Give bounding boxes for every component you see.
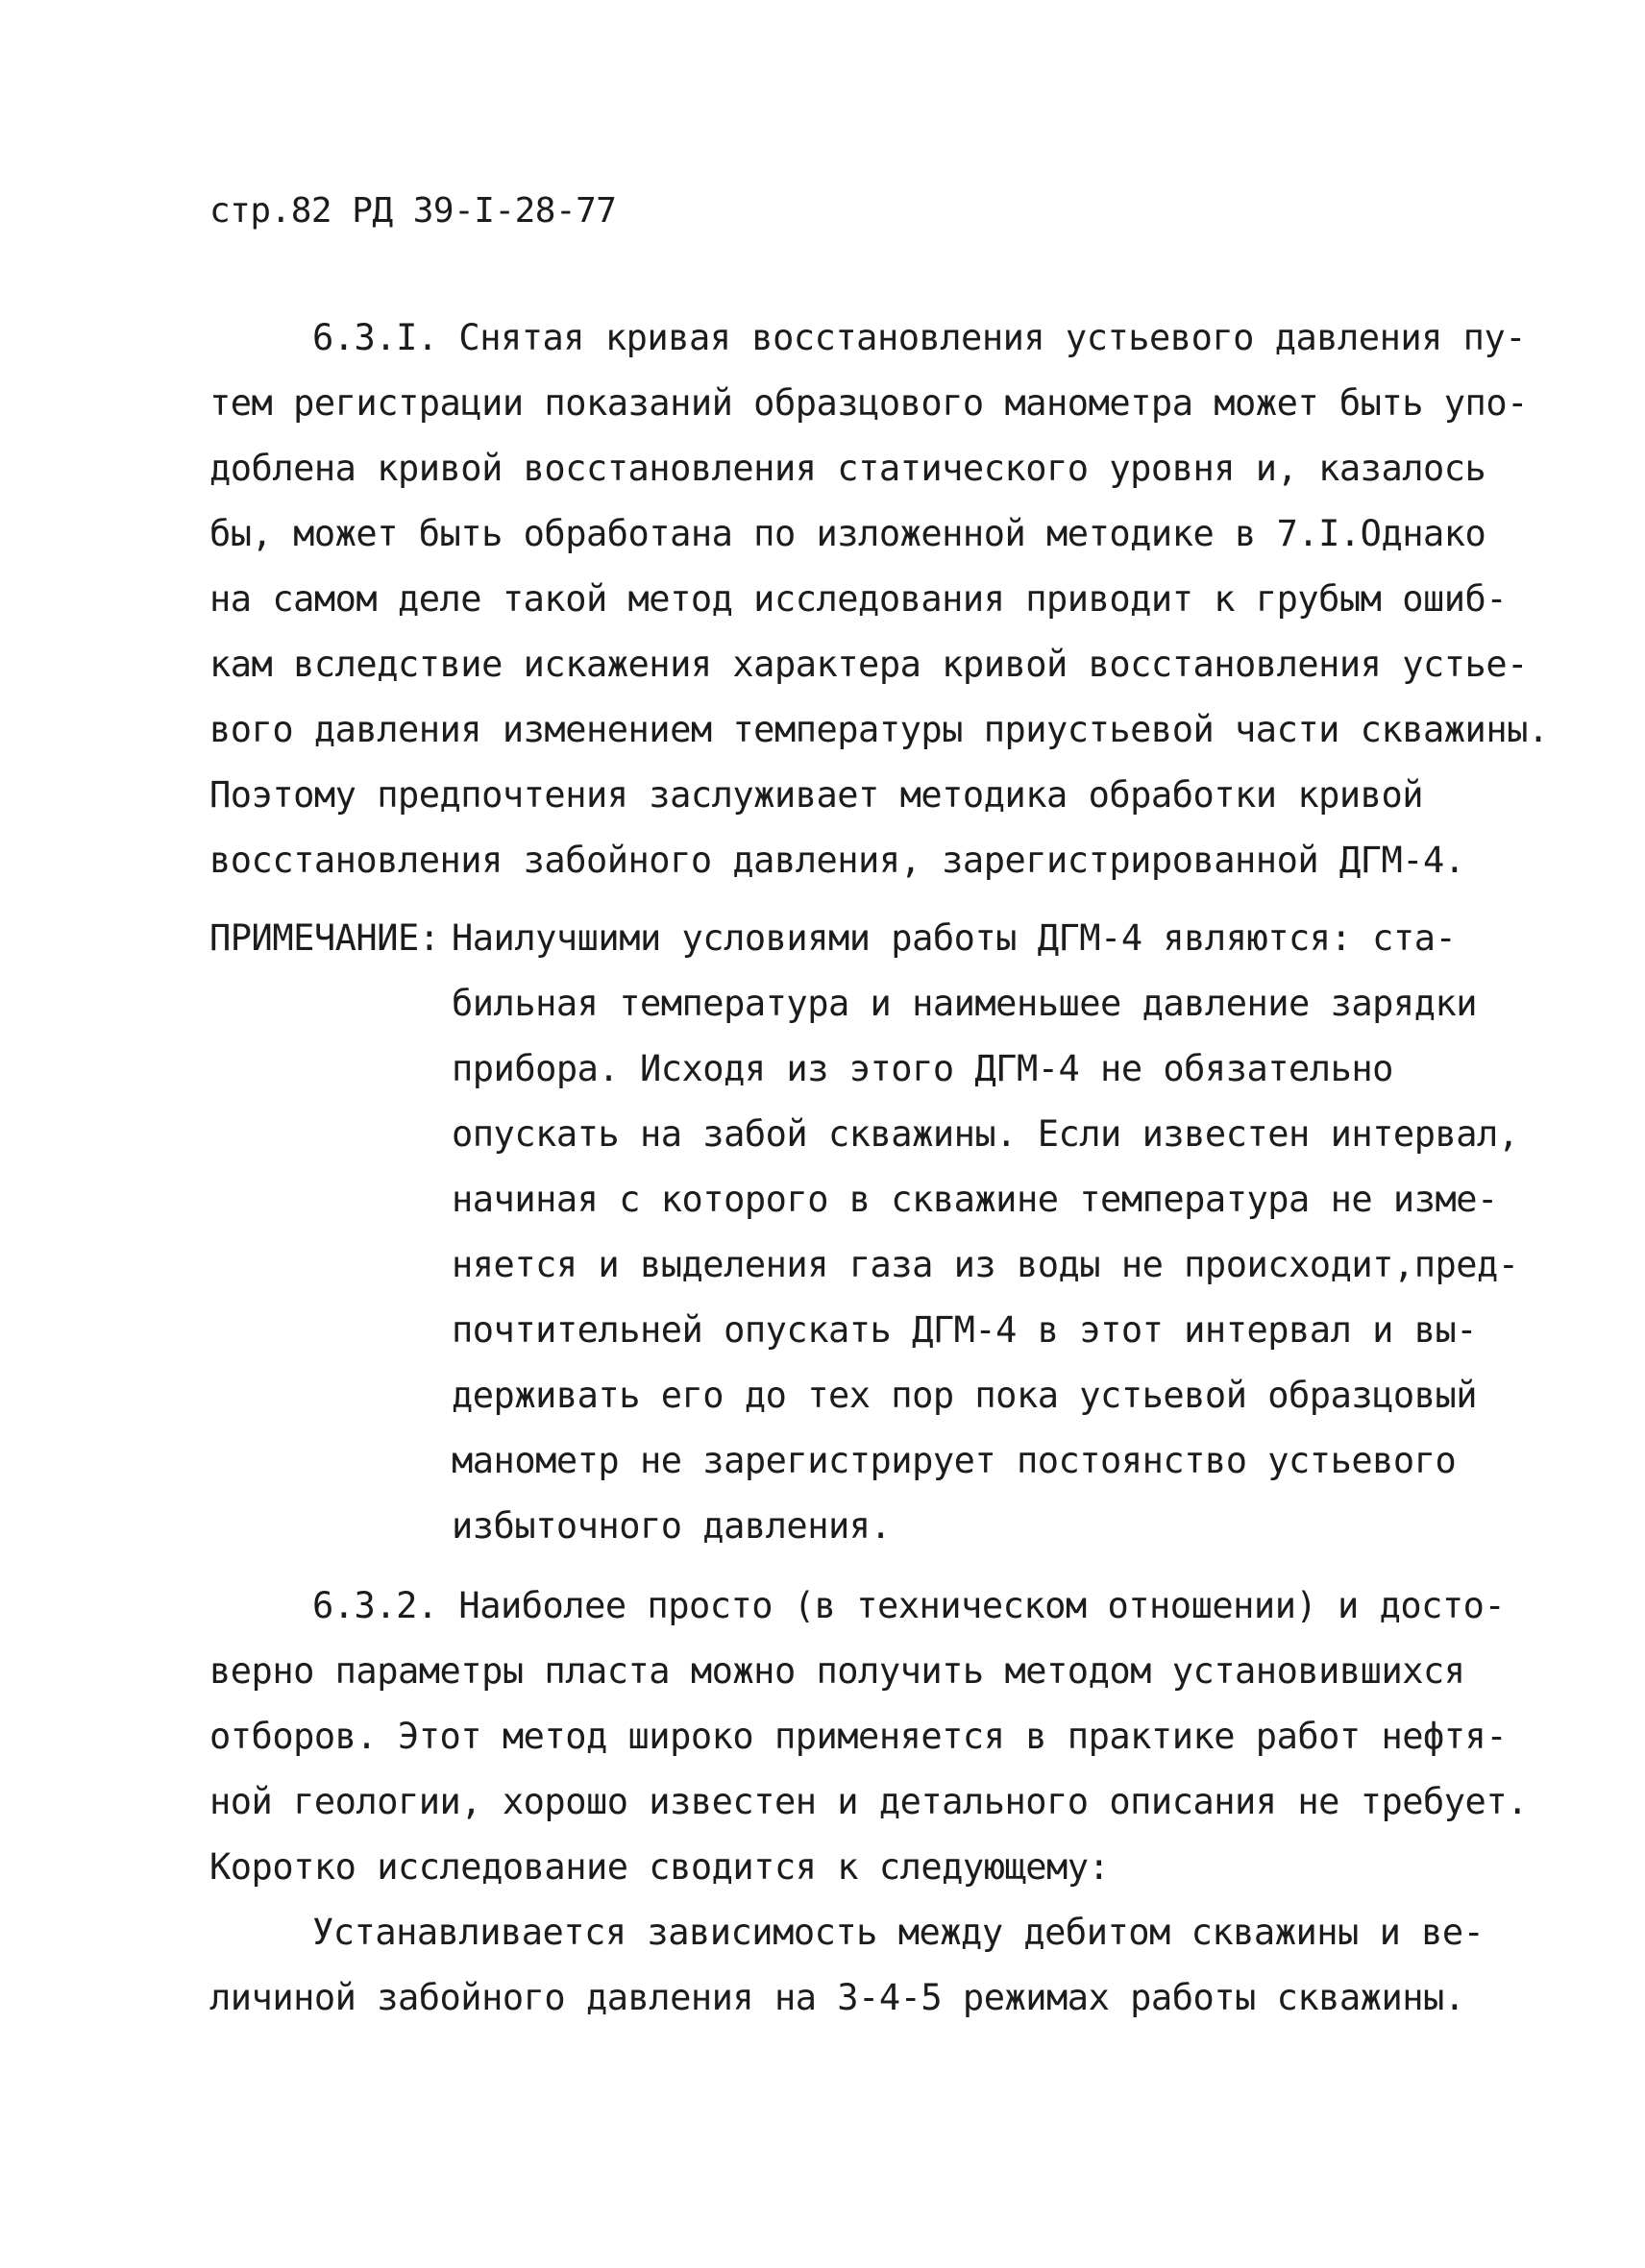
paragraph-line: на самом деле такой метод исследования приводит к грубым ошиб- <box>209 578 1508 620</box>
note-line: начиная с которого в скважине температура не изме- <box>452 1179 1498 1220</box>
paragraph-line: бы, может быть обработана по изложенной методике в 7.I.Однако <box>209 513 1486 554</box>
paragraph-line: Поэтому предпочтения заслуживает методика обработки кривой <box>209 774 1424 816</box>
note-line: бильная температура и наименьшее давление зарядки <box>452 983 1478 1024</box>
note-line: почтительней опускать ДГМ-4 в этот интервал и вы- <box>452 1309 1478 1351</box>
paragraph-line: ной геологии, хорошо известен и детального описания не требует. <box>209 1781 1528 1822</box>
paragraph-line: восстановления забойного давления, зарегистрированной ДГМ-4. <box>209 840 1465 881</box>
paragraph-line: доблена кривой восстановления статического уровня и, казалось <box>209 448 1486 489</box>
paragraph-line: Коротко исследование сводится к следующему: <box>209 1846 1110 1888</box>
note-line: прибора. Исходя из этого ДГМ-4 не обязательно <box>452 1048 1393 1089</box>
paragraph-line: 6.3.2. Наиболее просто (в техническом отношении) и досто- <box>312 1585 1506 1626</box>
paragraph-line: 6.3.I. Снятая кривая восстановления устьевого давления пу- <box>312 317 1527 358</box>
note-line: опускать на забой скважины. Если известен интервал, <box>452 1113 1519 1155</box>
note-line: избыточного давления. <box>452 1505 892 1547</box>
paragraph-line: верно параметры пласта можно получить методом установившихся <box>209 1650 1465 1692</box>
note-line: держивать его до тех пор пока устьевой образцовый <box>452 1375 1478 1416</box>
paragraph-line: отборов. Этот метод широко применяется в практике работ нефтя- <box>209 1716 1508 1757</box>
note-label: ПРИМЕЧАНИЕ: <box>209 917 440 959</box>
paragraph-line: вого давления изменением температуры приустьевой части скважины. <box>209 709 1549 750</box>
paragraph-line: тем регистрации показаний образцового манометра может быть упо- <box>209 382 1528 424</box>
paragraph-line: кам вследствие искажения характера кривой восстановления устье- <box>209 644 1528 685</box>
page-header: стр.82 РД 39-I-28-77 <box>209 191 617 231</box>
note-line: Наилучшими условиями работы ДГМ-4 являются: ста- <box>452 917 1457 959</box>
paragraph-line: личиной забойного давления на 3-4-5 режимах работы скважины. <box>209 1977 1465 2018</box>
note-line: манометр не зарегистрирует постоянство устьевого <box>452 1440 1457 1481</box>
note-line: няется и выделения газа из воды не происходит,пред- <box>452 1244 1519 1285</box>
paragraph-line: Устанавливается зависимость между дебитом скважины и ве- <box>312 1912 1485 1953</box>
